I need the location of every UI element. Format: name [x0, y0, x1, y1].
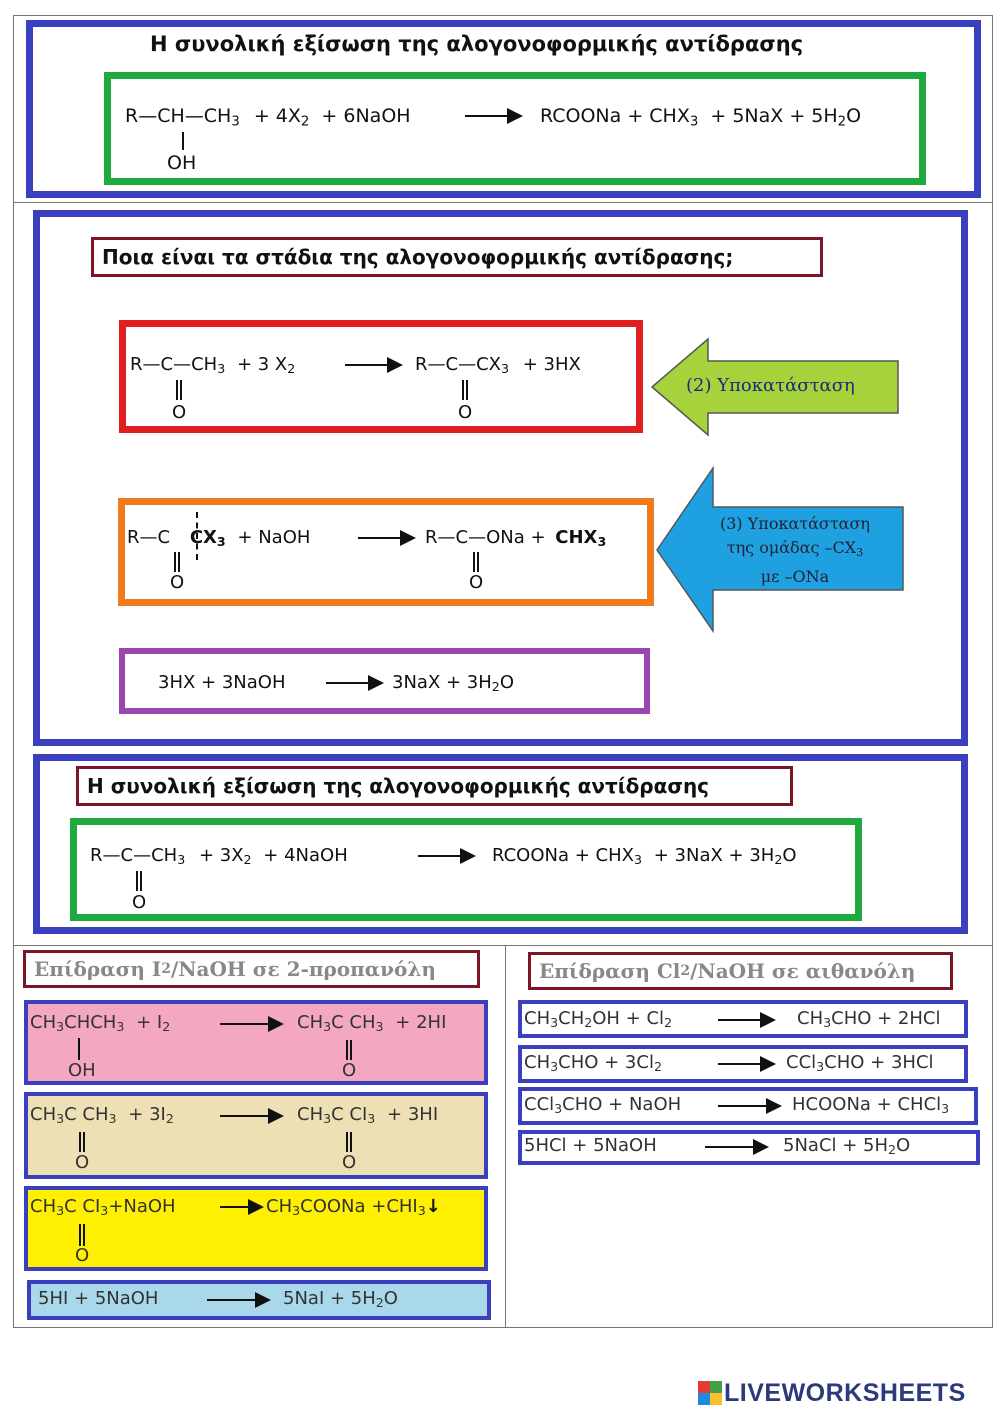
double-bond — [346, 1040, 352, 1060]
section-title-frame — [91, 237, 823, 277]
bond — [182, 132, 184, 150]
divider — [13, 945, 993, 946]
oxygen-label: O — [75, 1245, 90, 1266]
reaction-arrow — [326, 675, 386, 691]
reaction-arrow — [718, 1012, 778, 1028]
equation-text: $CH_3C$ $CH_3 + 3I_2$ — [30, 1104, 174, 1127]
double-bond — [79, 1132, 85, 1152]
double-bond — [462, 380, 468, 400]
reaction-arrow — [345, 357, 405, 373]
reaction-arrow — [705, 1139, 771, 1155]
step-substitution-box — [119, 320, 643, 433]
oxygen-label: O — [469, 572, 484, 593]
logo-cell — [710, 1381, 722, 1393]
divider — [505, 945, 506, 1328]
equation-text: $R—C—CX_3 + 3HX$ — [415, 354, 581, 377]
reaction-arrow — [358, 530, 418, 546]
equation-text: 5HCl + 5NaOH — [524, 1135, 657, 1156]
reaction-arrow — [220, 1016, 286, 1032]
equation-text: $R—C—CH_3 + 3$ $X_2$ — [130, 354, 296, 377]
oxygen-label: O — [170, 572, 185, 593]
equation-text: $3NaX + 3H_2O$ — [392, 672, 514, 695]
equation-text: 5HI + 5NaOH — [38, 1288, 159, 1309]
equation-text: CCl$_3$CHO + NaOH — [524, 1094, 682, 1117]
equation-text: $CH_3C$ $CI_3+NaOH$ — [30, 1196, 176, 1219]
double-bond — [346, 1132, 352, 1152]
oxygen-label: O — [342, 1152, 357, 1173]
logo-cell — [698, 1393, 710, 1405]
reaction-arrow — [718, 1098, 784, 1114]
double-bond — [174, 552, 180, 572]
double-bond — [136, 871, 142, 891]
reaction-arrow — [220, 1199, 266, 1215]
reaction-arrow — [718, 1056, 778, 1072]
right-panel-title-frame — [528, 952, 953, 990]
equation-text: HCOONa + CHCl$_3$ — [792, 1094, 950, 1117]
oxygen-label: O — [132, 892, 147, 913]
oxygen-label: O — [172, 402, 187, 423]
oxygen-label: O — [342, 1060, 357, 1081]
double-bond — [79, 1224, 85, 1246]
equation-text: $CH_3CHCH_3 + I_2$ — [30, 1012, 171, 1035]
brand-name[interactable]: LIVEWORKSHEETS — [724, 1379, 966, 1407]
hydroxyl-label: OH — [68, 1060, 96, 1081]
section-title: Η συνολική εξίσωση της αλογονοφορμικής αντίδρασης — [150, 32, 804, 56]
reaction-arrow — [465, 108, 525, 124]
logo-cell — [698, 1381, 710, 1393]
equation-text: R—C—ONa + $CHX_3$ — [425, 527, 607, 550]
oxygen-label: O — [75, 1152, 90, 1173]
section-title: Ποια είναι τα στάδια της αλογονοφορμικής αντίδρασης; — [94, 240, 820, 274]
left-panel-title-frame — [23, 950, 480, 988]
equation-text: $CH_3CH_2OH + Cl_2$ — [524, 1008, 673, 1031]
divider — [13, 202, 993, 203]
reaction-arrow — [207, 1292, 273, 1308]
equation-text: R—C $CX_3$ + NaOH — [127, 527, 311, 550]
equation-text: $CH_3COONa$ $+CHI_3↓$ — [266, 1196, 441, 1219]
step-cleavage-box — [118, 498, 654, 606]
equation-text: $R—C—CH_3 + 3X_2$ + 4NaOH — [90, 845, 348, 868]
left-panel-title: Επίδραση I 2 /NaOH σε 2-προπανόλη — [26, 953, 477, 985]
bond-cleavage-line — [196, 512, 198, 560]
double-bond — [473, 552, 479, 572]
section-title: Η συνολική εξίσωση της αλογονοφορμικής αντίδρασης — [79, 769, 790, 803]
equation-text: 5NaCl + $5H_2O$ — [783, 1135, 911, 1158]
step3-label: (3) Υποκατάσταση της ομάδας $-CX_3$ με –ONa — [719, 514, 870, 586]
equation-text: $CH_3CHO + 3Cl_2$ — [524, 1052, 662, 1075]
double-bond — [176, 380, 182, 400]
oxygen-label: O — [458, 402, 473, 423]
equation-box — [70, 818, 862, 921]
equation-text: $5NaI + 5H_2O$ — [283, 1288, 398, 1311]
equation-text: $R—CH—CH_3 + 4X_2$ + 6NaOH — [125, 105, 411, 130]
equation-text: 3HX + 3NaOH — [158, 672, 286, 693]
equation-text: RCOONa + $CHX_3 + 5NaX + 5H_2O$ — [540, 105, 862, 130]
reaction-arrow — [220, 1108, 286, 1124]
liveworksheets-logo-icon — [698, 1381, 722, 1405]
equation-text: RCOONa + $CHX_3 + 3NaX + 3H_2O$ — [492, 845, 797, 868]
hydroxyl-label: OH — [167, 152, 197, 174]
right-panel-title: Επίδραση Cl 2 /NaOH σε αιθανόλη — [531, 955, 950, 987]
equation-text: $CH_3C$ $CH_3 + 2HI$ — [297, 1012, 447, 1035]
section-title-frame — [76, 766, 793, 806]
step2-label: (2) Υποκατάσταση — [686, 375, 855, 396]
equation-text: CCl$_3$CHO + 3HCl — [786, 1052, 934, 1075]
equation-text: $CH_3CHO + 2HCl$ — [797, 1008, 941, 1031]
bond — [78, 1038, 80, 1060]
reaction-arrow — [418, 848, 478, 864]
equation-text: $CH_3C$ $CI_3 + 3HI$ — [297, 1104, 439, 1127]
logo-cell — [710, 1393, 722, 1405]
